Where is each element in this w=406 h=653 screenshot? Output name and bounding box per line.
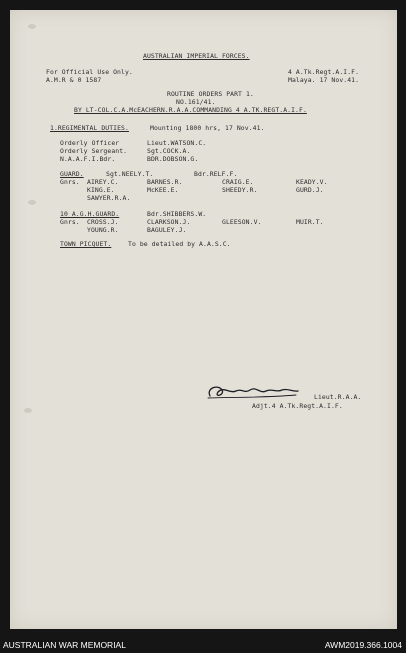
- guard-member: AIREY.C.: [87, 178, 119, 186]
- guard-sergeant: Sgt.NEELY.T.: [106, 170, 154, 178]
- gunners-label: Gnrs.: [60, 178, 80, 186]
- footer-source: AUSTRALIAN WAR MEMORIAL: [3, 640, 126, 650]
- guard-member: SHEEDY.R.: [222, 186, 258, 194]
- guard-member: McKEE.E.: [147, 186, 179, 194]
- orders-by-line: BY LT-COL.C.A.McEACHERN.R.A.A.COMMANDING 4 A.TK.REGT.A.I.F.: [74, 106, 307, 114]
- mounting-time: Mounting 1800 hrs, 17 Nov.41.: [150, 124, 265, 132]
- agh-guard-member: YOUNG.R.: [87, 226, 119, 234]
- agh-guard-member: MUIR.T.: [296, 218, 324, 226]
- signature-appointment: Adjt.4 A.Tk.Regt.A.I.F.: [252, 402, 343, 410]
- punch-hole: [28, 24, 36, 29]
- agh-guard-member: CROSS.J.: [87, 218, 119, 226]
- guard-member: BARNES.R.: [147, 178, 183, 186]
- reference-number: A.M.R & 0 1587: [46, 76, 102, 84]
- duty-name: Sgt.COCK.A.: [147, 147, 191, 155]
- place-date: Malaya. 17 Nov.41.: [288, 76, 360, 84]
- agh-guard-member: CLARKSON.J.: [147, 218, 191, 226]
- guard-bombardier: Bdr.RELF.F.: [194, 170, 238, 178]
- official-use-text: For Official Use Only.: [46, 68, 133, 76]
- signature-rank: Lieut.R.A.A.: [314, 393, 362, 401]
- orders-number: NO.161/41.: [176, 98, 216, 106]
- document-title: AUSTRALIAN IMPERIAL FORCES.: [143, 52, 250, 60]
- unit-name: 4 A.Tk.Regt.A.I.F.: [288, 68, 360, 76]
- guard-member: SAWYER.R.A.: [87, 194, 131, 202]
- duty-name: Lieut.WATSON.C.: [147, 139, 207, 147]
- agh-guard-member: GLEESON.V.: [222, 218, 262, 226]
- punch-hole: [28, 200, 36, 205]
- section-heading-regimental-duties: 1.REGIMENTAL DUTIES.: [50, 124, 129, 132]
- duty-name: BDR.DOBSON.G.: [147, 155, 199, 163]
- guard-heading: GUARD.: [60, 170, 84, 178]
- agh-guard-member: BAGULEY.J.: [147, 226, 187, 234]
- town-picquet-text: To be detailed by A.A.S.C.: [128, 240, 231, 248]
- orders-title: ROUTINE ORDERS PART 1.: [167, 90, 254, 98]
- punch-hole: [24, 408, 32, 413]
- town-picquet-heading: TOWN PICQUET.: [60, 240, 112, 248]
- gunners-label: Gnrs.: [60, 218, 80, 226]
- footer-accession-number: AWM2019.366.1004: [324, 640, 402, 650]
- agh-guard-bombardier: Bdr.SHIBBERS.W.: [147, 210, 207, 218]
- duty-role: Orderly Sergeant.: [60, 147, 128, 155]
- duty-role: Orderly Officer: [60, 139, 120, 147]
- handwritten-signature: [200, 380, 320, 404]
- agh-guard-heading: 10 A.G.H.GUARD.: [60, 210, 120, 218]
- guard-member: KING.E.: [87, 186, 115, 194]
- duty-role: N.A.A.F.I.Bdr.: [60, 155, 116, 163]
- guard-member: CRAIG.E.: [222, 178, 254, 186]
- guard-member: KEADY.V.: [296, 178, 328, 186]
- guard-member: GURD.J.: [296, 186, 324, 194]
